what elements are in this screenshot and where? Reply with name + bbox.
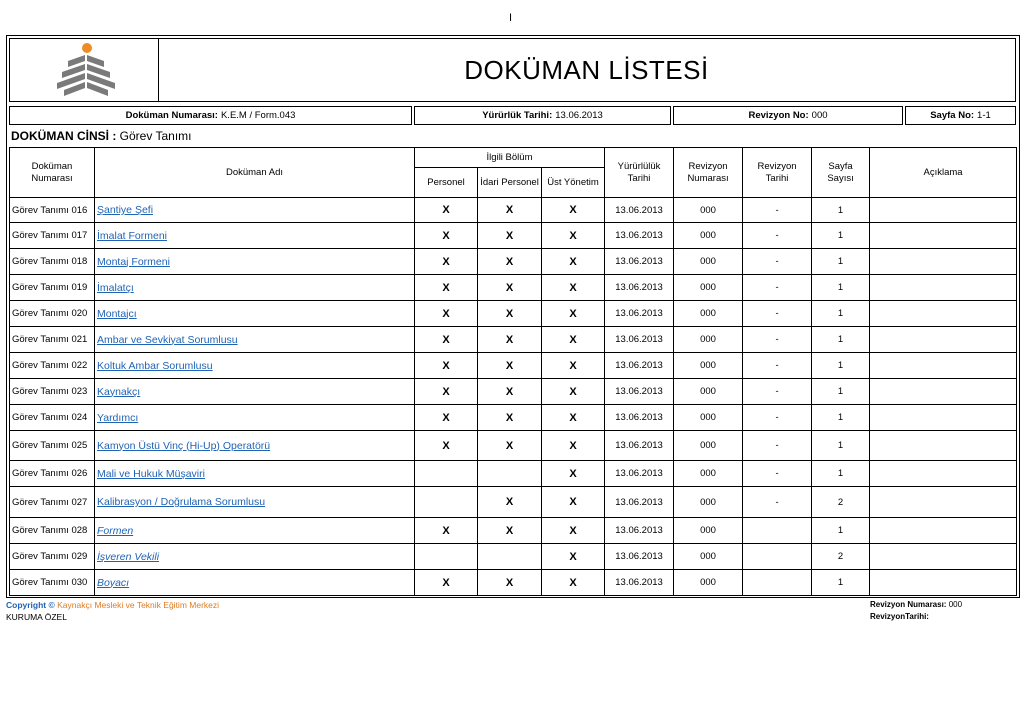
page-count-cell: 1 (812, 301, 870, 327)
rev-no-cell: 000 (674, 487, 743, 518)
note-cell (870, 249, 1017, 275)
revision-no-value: 000 (811, 110, 828, 121)
doc-name-link[interactable]: Koltuk Ambar Sorumlusu (97, 359, 213, 372)
page-count-cell: 1 (812, 249, 870, 275)
idari-cell: X (478, 198, 542, 223)
footer-rev-no-value: 000 (948, 600, 963, 609)
rev-date-cell: - (743, 249, 812, 275)
doc-type-value: Görev Tanımı (119, 129, 192, 143)
effective-date-cell: 13.06.2013 (605, 431, 674, 461)
page-count-cell: 1 (812, 353, 870, 379)
page-count-cell: 1 (812, 275, 870, 301)
ust-cell: X (542, 431, 605, 461)
ust-cell: X (542, 223, 605, 249)
idari-cell (478, 461, 542, 487)
table-body (10, 198, 1017, 596)
rev-no-cell: 000 (674, 353, 743, 379)
doc-number-cell: Görev Tanımı 029 (10, 544, 95, 570)
footer-right (870, 599, 962, 623)
doc-name-cell (95, 223, 415, 249)
doc-name-link[interactable]: Montaj Formeni (97, 255, 170, 268)
doc-number-field (9, 106, 412, 125)
logo-cell (10, 39, 159, 101)
note-cell (870, 570, 1017, 596)
idari-cell: X (478, 431, 542, 461)
effective-date-cell: 13.06.2013 (605, 249, 674, 275)
header-dept-group: İlgili Bölüm (415, 148, 605, 168)
header-effective-date: Yürürlülük Tarihi (605, 148, 674, 198)
table-row (10, 301, 1017, 327)
page-count-cell: 2 (812, 544, 870, 570)
note-cell (870, 275, 1017, 301)
rev-no-cell: 000 (674, 223, 743, 249)
rev-no-cell: 000 (674, 544, 743, 570)
rev-date-cell: - (743, 487, 812, 518)
doc-number-cell: Görev Tanımı 019 (10, 275, 95, 301)
table-row (10, 405, 1017, 431)
doc-name-cell (95, 544, 415, 570)
doc-name-link[interactable]: Formen (97, 524, 134, 537)
page-count-cell: 1 (812, 570, 870, 596)
effective-date-cell: 13.06.2013 (605, 518, 674, 544)
ust-cell: X (542, 570, 605, 596)
doc-number-cell: Görev Tanımı 020 (10, 301, 95, 327)
organization-name: Kaynakçı Mesleki ve Teknik Eğitim Merkezi (57, 600, 220, 610)
header-page-count: Sayfa Sayısı (812, 148, 870, 198)
rev-no-cell: 000 (674, 275, 743, 301)
rev-no-cell: 000 (674, 249, 743, 275)
note-cell (870, 223, 1017, 249)
rev-date-cell: - (743, 461, 812, 487)
doc-name-link[interactable]: Yardımcı (97, 411, 139, 424)
document-header (9, 38, 1016, 102)
footer-rev-no-label: Revizyon Numarası: (870, 600, 947, 609)
ust-cell: X (542, 275, 605, 301)
personel-cell: X (415, 327, 478, 353)
rev-date-cell: - (743, 301, 812, 327)
rev-date-cell (743, 518, 812, 544)
doc-name-link[interactable]: Ambar ve Sevkiyat Sorumlusu (97, 333, 238, 346)
table-row (10, 518, 1017, 544)
table-row (10, 544, 1017, 570)
note-cell (870, 301, 1017, 327)
note-cell (870, 518, 1017, 544)
personel-cell: X (415, 275, 478, 301)
page-mark: I (509, 12, 513, 24)
rev-no-cell: 000 (674, 518, 743, 544)
effective-date-cell: 13.06.2013 (605, 544, 674, 570)
rev-date-cell: - (743, 431, 812, 461)
doc-name-link[interactable]: Kamyon Üstü Vinç (Hi-Up) Operatörü (97, 439, 271, 452)
page-count-cell: 1 (812, 461, 870, 487)
doc-number-cell: Görev Tanımı 026 (10, 461, 95, 487)
rev-no-cell: 000 (674, 198, 743, 223)
idari-cell: X (478, 223, 542, 249)
table-row (10, 461, 1017, 487)
effective-date-cell: 13.06.2013 (605, 405, 674, 431)
table-row (10, 379, 1017, 405)
effective-date-value: 13.06.2013 (555, 110, 603, 121)
table-row (10, 198, 1017, 223)
idari-cell: X (478, 275, 542, 301)
personel-cell: X (415, 223, 478, 249)
page-count-cell: 1 (812, 518, 870, 544)
page-no-label: Sayfa No: (930, 110, 975, 121)
effective-date-cell: 13.06.2013 (605, 379, 674, 405)
doc-name-cell (95, 301, 415, 327)
page-no-value: 1-1 (977, 110, 991, 121)
effective-date-cell: 13.06.2013 (605, 301, 674, 327)
revision-no-label: Revizyon No: (748, 110, 809, 121)
page-count-cell: 1 (812, 223, 870, 249)
page-no-field (905, 106, 1016, 125)
doc-number-value: K.E.M / Form.043 (220, 110, 296, 121)
rev-no-cell: 000 (674, 327, 743, 353)
personel-cell: X (415, 431, 478, 461)
page-count-cell: 1 (812, 405, 870, 431)
doc-number-cell: Görev Tanımı 018 (10, 249, 95, 275)
doc-number-cell: Görev Tanımı 025 (10, 431, 95, 461)
doc-number-cell: Görev Tanımı 016 (10, 198, 95, 223)
doc-name-link[interactable]: Kaynakçı (97, 385, 141, 398)
rev-no-cell: 000 (674, 405, 743, 431)
note-cell (870, 327, 1017, 353)
note-cell (870, 198, 1017, 223)
doc-name-link[interactable]: İmalat Formeni (97, 229, 168, 242)
rev-no-cell: 000 (674, 570, 743, 596)
rev-date-cell (743, 570, 812, 596)
doc-number-cell: Görev Tanımı 028 (10, 518, 95, 544)
rev-date-cell: - (743, 198, 812, 223)
footer-rev-date-label: RevizyonTarihi: (870, 612, 929, 621)
doc-name-cell (95, 461, 415, 487)
doc-number-cell: Görev Tanımı 017 (10, 223, 95, 249)
doc-number-cell: Görev Tanımı 023 (10, 379, 95, 405)
doc-name-cell (95, 487, 415, 518)
rev-date-cell: - (743, 327, 812, 353)
doc-name-link[interactable]: Kalibrasyon / Doğrulama Sorumlusu (97, 496, 266, 508)
table-row (10, 327, 1017, 353)
note-cell (870, 461, 1017, 487)
doc-name-cell (95, 327, 415, 353)
copyright-label: Copyright © (6, 600, 55, 610)
idari-cell: X (478, 570, 542, 596)
effective-date-cell: 13.06.2013 (605, 570, 674, 596)
doc-name-cell (95, 405, 415, 431)
ust-cell: X (542, 249, 605, 275)
doc-name-link[interactable]: İşveren Vekili (97, 550, 160, 563)
effective-date-field (414, 106, 671, 125)
note-cell (870, 431, 1017, 461)
table-row (10, 570, 1017, 596)
ust-cell: X (542, 301, 605, 327)
header-personel: Personel (415, 168, 478, 198)
header-ust: Üst Yönetim (542, 168, 605, 198)
idari-cell: X (478, 249, 542, 275)
table-row (10, 275, 1017, 301)
effective-date-cell: 13.06.2013 (605, 275, 674, 301)
table-row (10, 249, 1017, 275)
doc-name-cell (95, 379, 415, 405)
idari-cell: X (478, 379, 542, 405)
doc-name-link[interactable]: Mali ve Hukuk Müşaviri (97, 467, 205, 480)
rev-date-cell: - (743, 405, 812, 431)
document-table (9, 147, 1017, 596)
ust-cell: X (542, 544, 605, 570)
doc-name-cell (95, 518, 415, 544)
effective-date-cell: 13.06.2013 (605, 198, 674, 223)
personel-cell (415, 461, 478, 487)
private-label: KURUMA ÖZEL (6, 612, 67, 622)
personel-cell: X (415, 405, 478, 431)
effective-date-cell: 13.06.2013 (605, 461, 674, 487)
rev-date-cell: - (743, 223, 812, 249)
personel-cell: X (415, 570, 478, 596)
page-count-cell: 1 (812, 379, 870, 405)
doc-number-label: Doküman Numarası: (125, 110, 218, 121)
page-count-cell: 1 (812, 431, 870, 461)
table-row (10, 487, 1017, 518)
idari-cell: X (478, 327, 542, 353)
effective-date-cell: 13.06.2013 (605, 487, 674, 518)
doc-name-link[interactable]: Şantiye Şefi (97, 204, 154, 216)
doc-number-cell: Görev Tanımı 022 (10, 353, 95, 379)
idari-cell: X (478, 518, 542, 544)
header-doc-name: Doküman Adı (95, 148, 415, 198)
rev-no-cell: 000 (674, 301, 743, 327)
rev-no-cell: 000 (674, 461, 743, 487)
personel-cell: X (415, 379, 478, 405)
header-rev-no: Revizyon Numarası (674, 148, 743, 198)
doc-name-link[interactable]: Montajcı (97, 307, 137, 320)
doc-number-cell: Görev Tanımı 021 (10, 327, 95, 353)
doc-name-link[interactable]: Boyacı (97, 576, 130, 589)
footer-left (6, 599, 219, 623)
personel-cell: X (415, 198, 478, 223)
personel-cell: X (415, 301, 478, 327)
ust-cell: X (542, 327, 605, 353)
effective-date-cell: 13.06.2013 (605, 223, 674, 249)
ust-cell: X (542, 353, 605, 379)
ust-cell: X (542, 379, 605, 405)
header-doc-no: Doküman Numarası (10, 148, 95, 198)
header-idari: İdari Personel (478, 168, 542, 198)
personel-cell: X (415, 249, 478, 275)
rev-date-cell: - (743, 275, 812, 301)
page-count-cell: 1 (812, 327, 870, 353)
ust-cell: X (542, 461, 605, 487)
table-row (10, 431, 1017, 461)
ust-cell: X (542, 405, 605, 431)
doc-type (11, 129, 191, 143)
personel-cell (415, 487, 478, 518)
rev-date-cell: - (743, 379, 812, 405)
idari-cell: X (478, 487, 542, 518)
table-row (10, 223, 1017, 249)
ust-cell: X (542, 518, 605, 544)
note-cell (870, 353, 1017, 379)
document-title: DOKÜMAN LİSTESİ (464, 54, 709, 85)
doc-number-cell: Görev Tanımı 030 (10, 570, 95, 596)
page-count-cell: 2 (812, 487, 870, 518)
rev-date-cell: - (743, 353, 812, 379)
doc-name-cell (95, 249, 415, 275)
rev-date-cell (743, 544, 812, 570)
doc-name-cell (95, 353, 415, 379)
rev-no-cell: 000 (674, 431, 743, 461)
page-count-cell: 1 (812, 198, 870, 223)
note-cell (870, 487, 1017, 518)
doc-name-link[interactable]: İmalatçı (97, 281, 134, 294)
effective-date-cell: 13.06.2013 (605, 353, 674, 379)
header-rev-date: Revizyon Tarihi (743, 148, 812, 198)
rev-no-cell: 000 (674, 379, 743, 405)
book-stack-logo-icon (54, 41, 116, 99)
doc-name-cell (95, 570, 415, 596)
header-note: Açıklama (870, 148, 1017, 198)
doc-type-label: DOKÜMAN CİNSİ : (11, 129, 117, 143)
note-cell (870, 544, 1017, 570)
doc-number-cell: Görev Tanımı 027 (10, 487, 95, 518)
personel-cell: X (415, 518, 478, 544)
idari-cell (478, 544, 542, 570)
doc-number-cell: Görev Tanımı 024 (10, 405, 95, 431)
table-row (10, 353, 1017, 379)
ust-cell: X (542, 198, 605, 223)
note-cell (870, 405, 1017, 431)
doc-name-cell (95, 275, 415, 301)
idari-cell: X (478, 301, 542, 327)
doc-name-cell (95, 431, 415, 461)
effective-date-cell: 13.06.2013 (605, 327, 674, 353)
personel-cell (415, 544, 478, 570)
note-cell (870, 379, 1017, 405)
ust-cell: X (542, 487, 605, 518)
idari-cell: X (478, 353, 542, 379)
revision-no-field (673, 106, 903, 125)
idari-cell: X (478, 405, 542, 431)
doc-name-cell (95, 198, 415, 223)
effective-date-label: Yürürlük Tarihi: (482, 110, 553, 121)
personel-cell: X (415, 353, 478, 379)
